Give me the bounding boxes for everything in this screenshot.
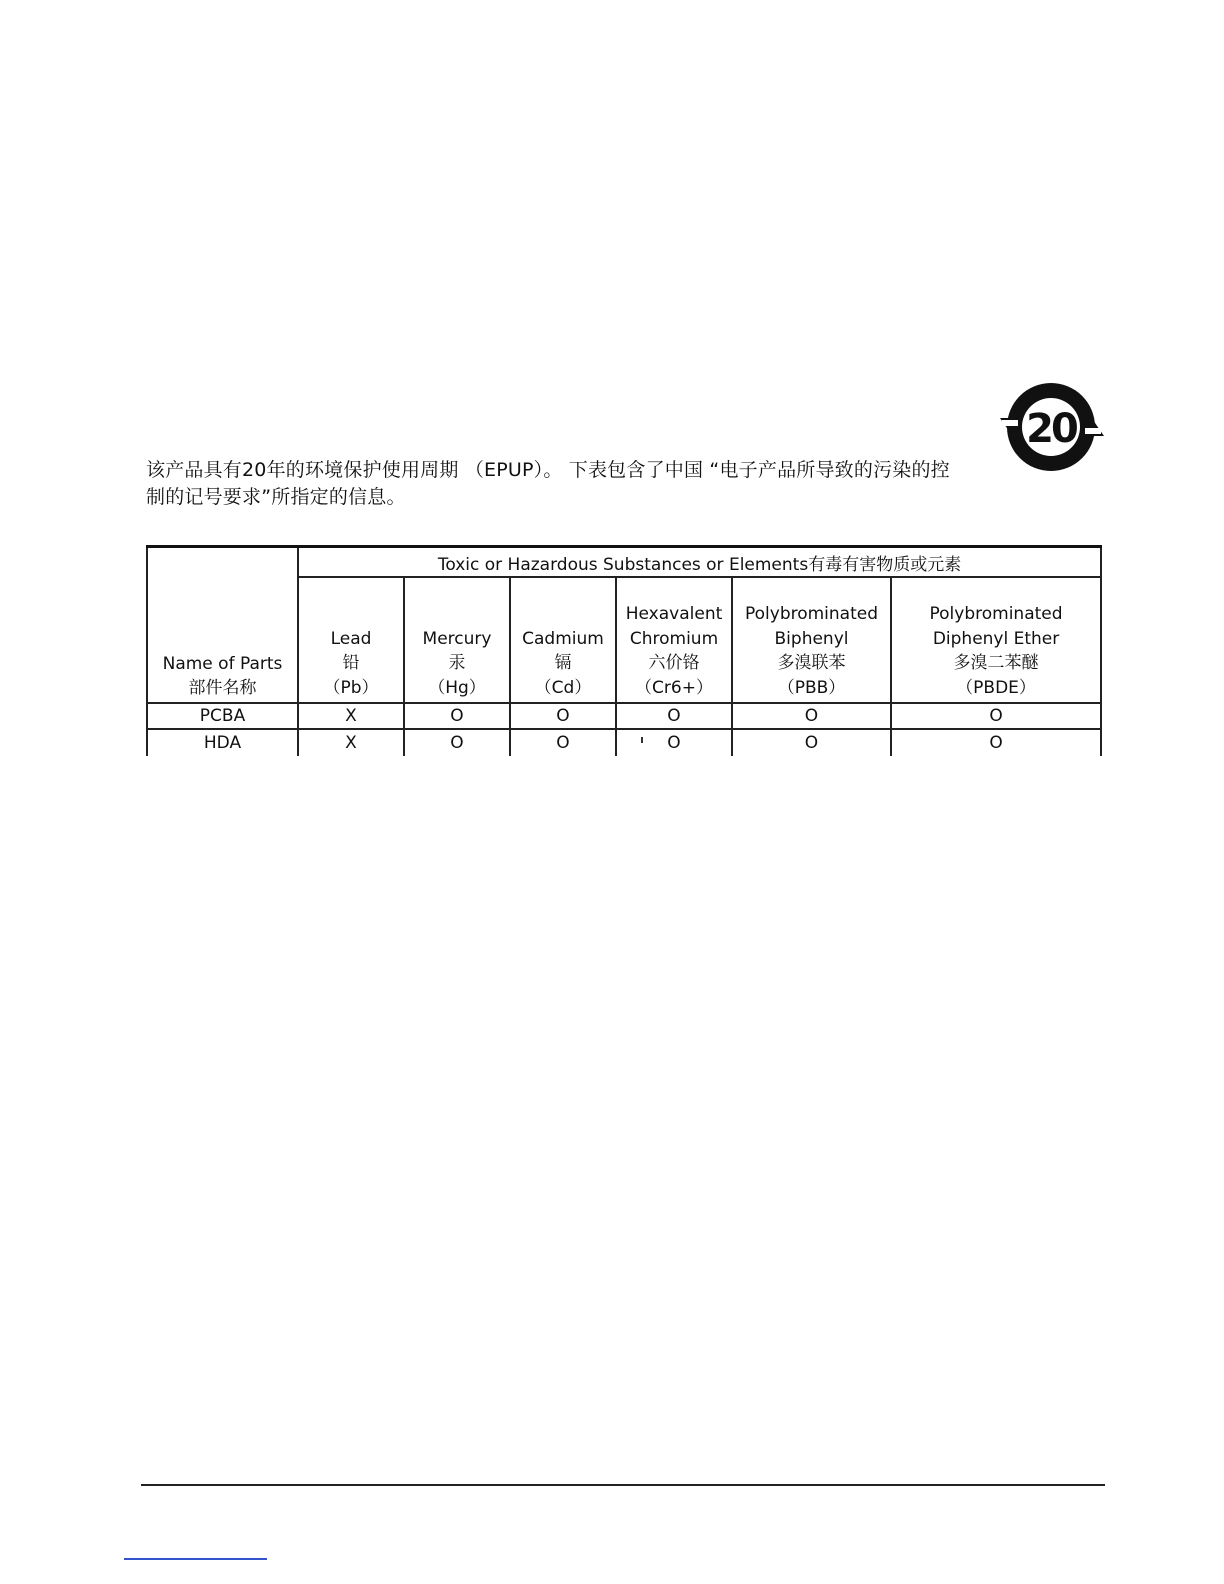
- epup-statement-line-2: 制的记号要求”所指定的信息。: [146, 486, 406, 508]
- value-cell: O: [891, 703, 1101, 729]
- column-header-cadmium: [510, 577, 616, 703]
- hazardous-substances-table: [146, 545, 1102, 756]
- column-header-hexavalent-chromium: [616, 577, 732, 703]
- column-header-line: （PBDE）: [956, 677, 1036, 698]
- value-cell: O: [616, 729, 732, 756]
- column-header-line: （Cr6+）: [635, 677, 713, 698]
- column-header-line: （Pb）: [323, 677, 379, 698]
- epup-statement: [146, 457, 996, 511]
- footer-rule: [141, 1484, 1105, 1486]
- value-cell: O: [732, 703, 891, 729]
- parts-name-header-zh: 部件名称: [188, 678, 257, 698]
- epup-statement-line-1: 该产品具有20年的环境保护使用周期 （EPUP）。 下表包含了中国 “电子产品所导致的污染的控: [146, 459, 950, 481]
- column-header-line: Polybrominated: [929, 604, 1063, 624]
- table-row: [147, 703, 1101, 729]
- column-header-line: Mercury: [422, 628, 492, 649]
- column-header-line: （Hg）: [428, 677, 486, 698]
- column-header-line: 镉: [554, 653, 572, 673]
- parts-name-header: [147, 547, 298, 704]
- part-name-cell: HDA: [147, 729, 298, 756]
- column-header-line: （PBB）: [777, 677, 846, 698]
- column-header-line: 铅: [342, 653, 360, 673]
- column-header-line: Cadmium: [522, 628, 604, 649]
- column-header-pbb: [732, 577, 891, 703]
- value-cell: O: [404, 729, 510, 756]
- column-header-pbde: [891, 577, 1101, 703]
- footer-link-underline[interactable]: [124, 1558, 267, 1560]
- value-cell: O: [891, 729, 1101, 756]
- parts-name-header-en: Name of Parts: [162, 654, 283, 674]
- column-header-line: Diphenyl Ether: [932, 628, 1060, 649]
- column-header-mercury: [404, 577, 510, 703]
- value-cell: O: [404, 703, 510, 729]
- epup-20-year-logo: [998, 378, 1106, 476]
- column-header-line: Lead: [330, 628, 372, 649]
- column-header-line: Polybrominated: [744, 604, 879, 624]
- column-header-line: 六价铬: [648, 653, 700, 673]
- value-cell: O: [510, 729, 616, 756]
- column-header-line: Biphenyl: [774, 628, 849, 649]
- table-row: [147, 729, 1101, 756]
- scan-artifact-tick: [641, 737, 643, 743]
- column-header-lead: [298, 577, 404, 703]
- substances-group-header: Toxic or Hazardous Substances or Elements有毒有害物质或元素: [298, 547, 1101, 578]
- column-header-line: 多溴二苯醚: [953, 653, 1039, 673]
- epup-logo-text: 20: [1026, 406, 1076, 452]
- value-cell: O: [510, 703, 616, 729]
- column-header-line: Hexavalent: [625, 604, 723, 624]
- value-cell: X: [298, 729, 404, 756]
- column-header-line: （Cd）: [534, 677, 592, 698]
- part-name-cell: PCBA: [147, 703, 298, 729]
- value-cell: O: [732, 729, 891, 756]
- value-cell: X: [298, 703, 404, 729]
- column-header-line: Chromium: [629, 628, 719, 649]
- value-cell: O: [616, 703, 732, 729]
- column-header-line: 多溴联苯: [777, 653, 846, 673]
- column-header-line: 汞: [448, 653, 466, 673]
